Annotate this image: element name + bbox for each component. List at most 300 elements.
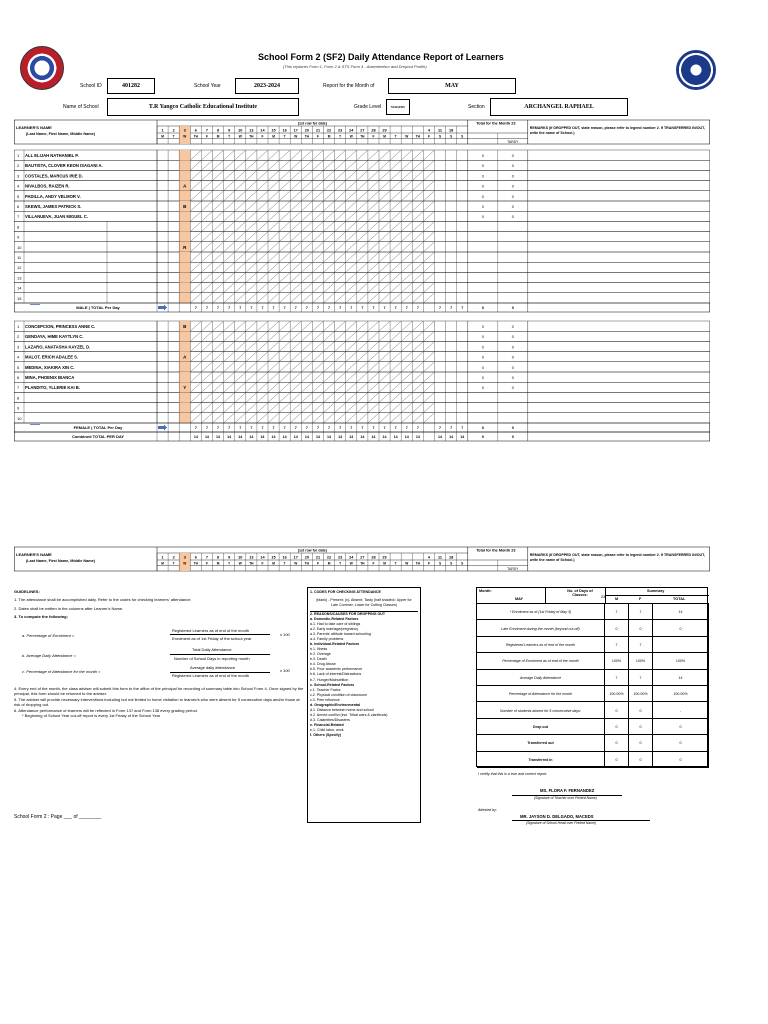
reason-d: d. Geographic/Environmental — [310, 702, 361, 707]
female-row — [14, 362, 709, 372]
reason-b1: b.1. Illness — [310, 647, 328, 652]
absent-mark — [213, 413, 223, 422]
summary-row-label: * Enrolment as of (1st Friday of May 3) — [477, 604, 605, 620]
date-number: 28 — [371, 128, 376, 133]
absent-mark — [413, 181, 423, 190]
absent-mark — [380, 232, 390, 241]
absent-mark — [424, 212, 434, 221]
absent-mark — [257, 383, 267, 392]
date-number: 20 — [304, 128, 309, 133]
absent-mark — [224, 171, 234, 180]
absent-mark — [368, 273, 378, 282]
absent-mark — [413, 273, 423, 282]
absent-mark — [380, 393, 390, 402]
absent-mark — [368, 222, 378, 231]
section-field[interactable]: ARCHANGEL RAPHAEL — [490, 98, 628, 116]
absent-mark — [257, 293, 267, 302]
date-number: 22 — [326, 128, 332, 133]
male-row-number: 4 — [17, 183, 20, 189]
absent-mark — [224, 242, 234, 251]
female-absent-total: 0 — [481, 355, 484, 360]
summary-row-f: 0 — [629, 702, 653, 718]
absent-mark — [413, 393, 423, 402]
absent-mark — [391, 253, 401, 262]
day-letter: T — [394, 561, 397, 566]
absent-mark — [391, 161, 401, 170]
day-letter: F — [261, 134, 264, 139]
absent-mark — [213, 393, 223, 402]
date-number: 16 — [282, 555, 287, 560]
attendance-table-page1 — [14, 119, 710, 443]
absent-mark — [269, 283, 279, 292]
absent-mark — [335, 161, 345, 170]
male-row — [14, 170, 709, 180]
male-absent-total: 0 — [481, 215, 484, 220]
day-letter: F — [316, 134, 319, 139]
absent-mark — [269, 393, 279, 402]
absent-mark — [235, 171, 245, 180]
holiday-cell — [179, 372, 190, 382]
absent-mark — [191, 161, 201, 170]
school-name-field[interactable]: T.R Yangco Catholic Educational Institute — [107, 98, 299, 116]
absent-mark — [368, 181, 378, 190]
absent-mark — [246, 181, 256, 190]
absent-mark — [246, 212, 256, 221]
absent-mark — [380, 283, 390, 292]
absent-mark — [213, 293, 223, 302]
absent-mark — [224, 373, 234, 382]
female-row-number: 10 — [17, 415, 22, 421]
guidelines-title: GUIDELINES: — [14, 589, 40, 594]
absent-mark — [224, 352, 234, 361]
absent-mark — [257, 373, 267, 382]
formula-a-num: Registered Learners as of end of the month — [172, 628, 250, 633]
absent-mark — [413, 253, 423, 262]
absent-mark — [313, 263, 323, 272]
female-tardy-total: 0 — [511, 325, 514, 329]
head-name: MR. JAYSON D. DELGADO, MACEDS — [520, 814, 594, 819]
absent-mark — [224, 332, 234, 341]
absent-mark — [224, 263, 234, 272]
absent-mark — [424, 242, 434, 251]
summary-row-total: 0 — [653, 735, 709, 751]
reason-b6: b.6. Lack of interest/Distractions — [310, 672, 362, 677]
absent-mark — [335, 362, 345, 371]
male-tardy-total: 0 — [511, 215, 514, 220]
male-row — [14, 232, 709, 242]
first-row-note: (1st row for date) — [297, 121, 327, 126]
reason-b3: b.3. Death — [310, 657, 327, 662]
absent-mark — [357, 151, 367, 160]
learners-name-header: LEARNER'S NAME — [16, 552, 52, 557]
absent-mark — [269, 202, 279, 211]
absent-mark — [424, 253, 434, 262]
date-number: 6 — [194, 128, 197, 133]
day-letter: M — [327, 134, 331, 139]
female-total-value: 7 — [316, 426, 319, 430]
absent-mark — [246, 373, 256, 382]
holiday-cell — [179, 362, 190, 372]
summary-row-label: Average Daily Attendance — [477, 670, 605, 686]
absent-mark — [357, 273, 367, 282]
summary-row-total: 14 — [653, 670, 709, 686]
male-learner-name: COSTALES, MARCUS IRIE D. — [25, 173, 83, 179]
female-tardy-total: 0 — [511, 355, 514, 360]
absent-mark — [302, 332, 312, 341]
absent-mark — [324, 212, 334, 221]
guidelines-section — [14, 589, 304, 626]
absent-mark — [291, 322, 301, 331]
absent-mark — [391, 293, 401, 302]
absent-mark — [324, 393, 334, 402]
combined-total-value: 14 — [393, 435, 398, 439]
male-holiday-letter: R — [183, 244, 187, 250]
absent-mark — [380, 171, 390, 180]
absent-mark — [291, 222, 301, 231]
male-total-value: 7 — [205, 306, 208, 310]
summary-row — [477, 637, 709, 653]
date-number: 9 — [228, 555, 231, 560]
absent-mark — [202, 202, 212, 211]
combined-total-value: 14 — [193, 435, 198, 439]
absent-mark — [335, 373, 345, 382]
absent-mark — [269, 263, 279, 272]
section-label: Section — [468, 104, 485, 110]
absent-mark — [202, 212, 212, 221]
absent-mark — [302, 322, 312, 331]
absent-mark — [213, 161, 223, 170]
day-letter: T — [172, 134, 175, 139]
absent-mark — [235, 352, 245, 361]
absent-mark — [246, 171, 256, 180]
day-letter: S — [438, 134, 442, 139]
male-total-value: 7 — [228, 306, 231, 310]
absent-mark — [380, 181, 390, 190]
absent-mark — [346, 413, 356, 422]
absent-mark — [391, 232, 401, 241]
summary-row — [477, 604, 709, 620]
male-holiday-letter: A — [183, 183, 187, 189]
absent-mark — [202, 362, 212, 371]
absent-mark — [235, 373, 245, 382]
date-number: 1 — [161, 555, 164, 560]
absent-mark — [324, 373, 334, 382]
absent-mark — [246, 242, 256, 251]
absent-mark — [391, 273, 401, 282]
absent-mark — [324, 293, 334, 302]
absent-mark — [424, 181, 434, 190]
absent-mark — [368, 332, 378, 341]
absent-mark — [368, 362, 378, 371]
school-id-field[interactable]: 401282 — [107, 78, 155, 94]
female-learner-name: LAZARO, ANATASHA KAYZEL D. — [25, 344, 91, 350]
absent-mark — [346, 362, 356, 371]
male-tardy-total: 0 — [511, 205, 514, 209]
absent-mark — [402, 403, 412, 412]
reason-a3: a.3. Parents' attitude toward schooling — [310, 632, 371, 637]
day-letter: T — [228, 561, 231, 566]
absent-mark — [402, 212, 412, 221]
female-row-number: 9 — [17, 405, 20, 411]
absent-mark — [235, 332, 245, 341]
absent-mark — [257, 352, 267, 361]
male-learner-name: NIVALBOS, RAIZEN R. — [25, 183, 70, 189]
combined-total-value: 14 — [327, 435, 332, 439]
absent-mark — [302, 352, 312, 361]
date-number: 17 — [293, 128, 298, 133]
absent-mark — [335, 393, 345, 402]
female-total-value: 7 — [272, 426, 275, 430]
absent-mark — [324, 342, 334, 351]
absent-mark — [280, 151, 290, 160]
summary-row-f: 7 — [629, 670, 653, 686]
absent-mark — [213, 332, 223, 341]
date-number: 18 — [449, 555, 454, 560]
holiday-cell — [179, 170, 190, 180]
absent-mark — [357, 322, 367, 331]
absent-mark — [191, 263, 201, 272]
male-total-value: 7 — [283, 306, 286, 310]
absent-mark — [257, 232, 267, 241]
male-holiday-letter: B — [183, 204, 187, 209]
absent-mark — [202, 171, 212, 180]
male-total-value: 7 — [305, 306, 308, 310]
absent-mark — [335, 253, 345, 262]
summary-row-label: Percentage of Enrolment as of end of the month — [477, 653, 605, 669]
absent-mark — [280, 202, 290, 211]
reason-c: c. School-Related Factors — [310, 682, 355, 687]
day-letter: TH — [304, 134, 309, 139]
absent-mark — [202, 283, 212, 292]
absent-mark — [368, 161, 378, 170]
day-letter: F — [205, 561, 208, 566]
absent-mark — [202, 263, 212, 272]
absent-mark — [269, 352, 279, 361]
male-total-value: 7 — [372, 306, 375, 310]
summary-row-f: 100.00% — [629, 686, 653, 702]
absent-mark — [291, 202, 301, 211]
female-row — [14, 403, 709, 413]
absent-mark — [324, 191, 334, 200]
absent-mark — [313, 293, 323, 302]
teacher-role: (Signature of Teacher over Printed Name) — [534, 796, 597, 800]
male-total-value: 7 — [316, 306, 319, 310]
absent-mark — [402, 373, 412, 382]
absent-mark — [291, 342, 301, 351]
date-number: 20 — [304, 555, 309, 560]
absent-mark — [257, 242, 267, 251]
absent-mark — [280, 362, 290, 371]
guideline-7: * Beginning of School Year cut-off report is every 1st Friday of the School Year — [22, 712, 161, 718]
day-letter: W — [349, 134, 353, 139]
report-month-field[interactable]: MAY — [388, 78, 516, 94]
summary-row — [477, 686, 709, 702]
tardy-header: TARDY — [507, 140, 519, 144]
reason-a1: a.1. Had to take care of siblings — [310, 622, 361, 627]
absent-mark — [235, 283, 245, 292]
date-number: 9 — [228, 128, 231, 133]
female-total-tardy: 0 — [511, 426, 514, 430]
combined-total-absent: 0 — [481, 435, 484, 439]
date-number: 10 — [238, 555, 243, 560]
male-row — [14, 160, 709, 170]
absent-mark — [269, 242, 279, 251]
male-learner-name: BAUTISTA, CLOVER KEON ISAGANI A. — [25, 163, 103, 169]
reason-b5: b.5. Poor academic performance — [310, 667, 363, 672]
school-year-field[interactable]: 2023-2024 — [235, 78, 299, 94]
male-row — [14, 201, 709, 211]
absent-mark — [291, 413, 301, 422]
absent-mark — [335, 191, 345, 200]
absent-mark — [235, 161, 245, 170]
absent-mark — [413, 161, 423, 170]
date-number: 23 — [338, 555, 343, 560]
day-letter: M — [161, 134, 164, 139]
absent-mark — [424, 362, 434, 371]
summary-row-label: Transferred in — [477, 752, 605, 768]
absent-mark — [391, 202, 401, 211]
combined-total-value: 14 — [238, 435, 243, 439]
absent-mark — [313, 332, 323, 341]
absent-mark — [391, 222, 401, 231]
absent-mark — [380, 322, 390, 331]
absent-mark — [235, 232, 245, 241]
date-number: 24 — [349, 128, 354, 133]
absent-mark — [391, 383, 401, 392]
absent-mark — [191, 191, 201, 200]
female-total-value: 7 — [305, 426, 308, 430]
summary-row-m: 7 — [605, 637, 629, 653]
male-row-number: 10 — [17, 244, 22, 250]
summary-row-label: Percentage of Attendance for the month — [477, 686, 605, 702]
female-total-value: 7 — [383, 426, 386, 430]
absent-mark — [380, 263, 390, 272]
holiday-cell — [179, 150, 190, 160]
formula-b-label: b. Average Daily Attendance = — [22, 653, 76, 658]
absent-mark — [269, 161, 279, 170]
absent-mark — [202, 253, 212, 262]
female-row-number: 6 — [17, 375, 20, 380]
absent-mark — [402, 393, 412, 402]
absent-mark — [424, 322, 434, 331]
absent-mark — [413, 191, 423, 200]
absent-mark — [368, 232, 378, 241]
absent-mark — [335, 273, 345, 282]
male-tardy-total: 0 — [511, 154, 514, 158]
absent-mark — [302, 253, 312, 262]
holiday-cell — [179, 392, 190, 402]
absent-mark — [380, 222, 390, 231]
absent-mark — [246, 151, 256, 160]
attested-label: Attested by: — [478, 808, 497, 812]
summary-row-f: 7 — [629, 637, 653, 653]
absent-mark — [291, 171, 301, 180]
male-row-number: 7 — [17, 214, 20, 220]
female-tardy-total: 0 — [511, 386, 514, 391]
absent-mark — [357, 263, 367, 272]
absent-mark — [202, 352, 212, 361]
absent-mark — [335, 212, 345, 221]
absent-mark — [313, 191, 323, 200]
female-absent-total: 0 — [481, 335, 484, 340]
male-row — [14, 272, 709, 282]
absent-mark — [280, 352, 290, 361]
absent-mark — [313, 161, 323, 170]
absent-mark — [302, 413, 312, 422]
summary-row-total — [653, 637, 709, 653]
absent-mark — [357, 342, 367, 351]
absent-mark — [424, 352, 434, 361]
absent-mark — [380, 191, 390, 200]
absent-mark — [291, 283, 301, 292]
absent-mark — [357, 181, 367, 190]
teacher-name: MS. FLORA F. FERNANDEZ — [540, 788, 595, 793]
absent-mark — [335, 151, 345, 160]
absent-mark — [335, 171, 345, 180]
female-tardy-total: 0 — [511, 335, 514, 340]
grade-level-field[interactable]: NURSERY — [386, 99, 410, 115]
date-number: 29 — [382, 555, 387, 560]
date-number: 3 — [183, 128, 186, 133]
formula-a-den: Enrolment as of 1st Friday of the school year — [172, 636, 252, 641]
absent-mark — [324, 222, 334, 231]
female-total-value: 7 — [361, 426, 364, 430]
absent-mark — [191, 181, 201, 190]
guideline-5: 5. The adviser will provide necessary interventions including but not limited to home visitation to learner/s who were absent for 5 consecutive days and/or those at risk of dropping out. — [14, 696, 300, 708]
date-number: 24 — [349, 555, 354, 560]
summary-row-total: - — [653, 702, 709, 718]
guideline-4: 4. Every end of the month, the class adviser will submit this form to the office of the principal for recording of summary table into School Form 4. Once signed by the principal, this form should be returned to the adviser. — [14, 686, 304, 697]
absent-mark — [313, 283, 323, 292]
male-learner-name: VILLANUEVA, JUAN MIGUEL C. — [25, 214, 88, 220]
absent-mark — [269, 212, 279, 221]
absent-mark — [246, 293, 256, 302]
absent-mark — [269, 222, 279, 231]
absent-mark — [346, 181, 356, 190]
day-letter: TH — [193, 561, 198, 566]
absent-mark — [324, 161, 334, 170]
holiday-cell — [179, 331, 190, 341]
absent-mark — [368, 293, 378, 302]
absent-mark — [357, 393, 367, 402]
absent-mark — [191, 362, 201, 371]
male-total-absent: 0 — [481, 306, 484, 310]
female-total-label: FEMALE | TOTAL Per Day — [73, 425, 123, 430]
absent-mark — [391, 403, 401, 412]
female-total-value: 7 — [328, 426, 331, 430]
male-row — [14, 221, 709, 231]
date-number: 6 — [194, 555, 197, 560]
summary-row-label: Late Enrolment during the month (beyond cut-off) — [477, 620, 605, 636]
absent-mark — [280, 283, 290, 292]
absent-mark — [224, 362, 234, 371]
formula-a-label: a. Percentage of Enrolment = — [22, 633, 75, 638]
absent-mark — [302, 242, 312, 251]
absent-mark — [313, 232, 323, 241]
absent-mark — [191, 151, 201, 160]
male-row-number: 12 — [17, 265, 22, 271]
date-number: 27 — [360, 128, 365, 133]
male-learner-name: PADILLA, ANDY VELMOR V. — [25, 193, 81, 199]
absent-mark — [357, 161, 367, 170]
absent-mark — [413, 403, 423, 412]
absent-mark — [224, 413, 234, 422]
absent-mark — [380, 161, 390, 170]
summary-total: TOTAL — [673, 597, 686, 601]
day-letter: W — [405, 561, 409, 566]
absent-mark — [224, 342, 234, 351]
day-letter: M — [216, 561, 220, 566]
